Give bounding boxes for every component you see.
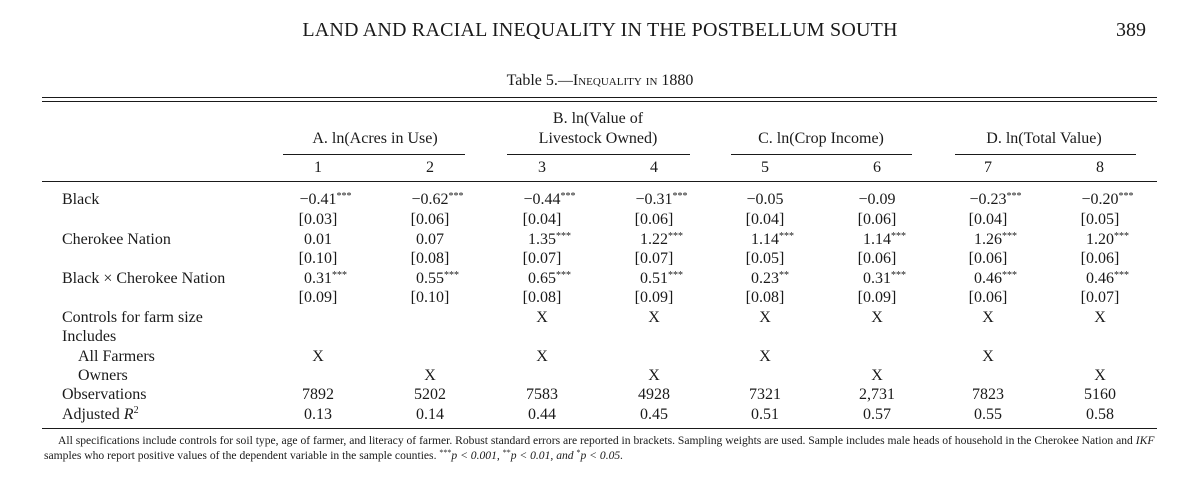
- coefficient-text: 0.55: [416, 270, 444, 287]
- significance-stars: ***: [672, 191, 688, 202]
- coefficient-black-value: [523, 191, 576, 209]
- coefficient-black-value: [858, 191, 895, 209]
- coefficient-text: 1.20: [1086, 231, 1114, 248]
- coefficient-text: 1.26: [974, 231, 1002, 248]
- significance-stars: ***: [1006, 191, 1022, 202]
- row-label-observations: Observations: [62, 386, 147, 403]
- coefficient-text: 0.51: [640, 270, 668, 287]
- table-title-rest: Inequality in 1880: [572, 72, 694, 89]
- std-error-interaction: [0.09]: [298, 289, 338, 306]
- row-label-includes: Includes: [62, 328, 117, 345]
- std-error-interaction: [0.09]: [857, 289, 897, 306]
- std-error-cherokee: [0.07]: [634, 250, 674, 267]
- coefficient-text: −0.44: [523, 191, 561, 208]
- panel-c-header: C. ln(Crop Income): [758, 130, 884, 147]
- significance-stars: ***: [779, 231, 794, 242]
- cell-observations: 5160: [1084, 386, 1116, 403]
- cell-observations: 7321: [749, 386, 781, 403]
- coefficient-interaction: [304, 270, 347, 288]
- coefficient-cherokee: [863, 231, 906, 249]
- coefficient-black-value: [1081, 191, 1134, 209]
- top-rule-lower: [42, 101, 1157, 102]
- std-error-black: [0.06]: [410, 211, 450, 228]
- std-error-cherokee: [0.06]: [1080, 250, 1120, 267]
- std-error-interaction: [0.09]: [634, 289, 674, 306]
- cell-all-farmers: X: [759, 348, 771, 365]
- coefficient-cherokee-value: [640, 231, 683, 249]
- panel-a-rule: [283, 154, 465, 155]
- significance-stars: ***: [1002, 231, 1017, 242]
- coefficient-text: −0.41: [299, 191, 337, 208]
- coefficient-black: [746, 191, 783, 209]
- coefficient-cherokee-value: [863, 231, 906, 249]
- notes-text-1: All specifications include controls for soil type, age of farmer, and literacy of farmer. Robust standard errors are reported in brackets. Sampling weights are used. Sample includes male heads of household in the Cherokee Nation and: [58, 434, 1136, 447]
- panel-d-rule: [955, 154, 1136, 155]
- std-error-black: [0.03]: [298, 211, 338, 228]
- significance-stars: ***: [448, 191, 464, 202]
- std-error-interaction: [0.06]: [968, 289, 1008, 306]
- coefficient-black: [858, 191, 895, 209]
- coefficient-cherokee: [528, 231, 571, 249]
- table-title-dash: —: [557, 73, 573, 89]
- panel-b-rule: [507, 154, 690, 155]
- coefficient-text: 1.14: [863, 231, 891, 248]
- std-error-black: [0.04]: [522, 211, 562, 228]
- coefficient-interaction: [640, 270, 683, 288]
- significance-stars: ***: [668, 270, 683, 281]
- coefficient-interaction-value: [640, 270, 683, 288]
- cell-adj-r2: 0.44: [528, 406, 556, 423]
- column-number: 8: [1096, 159, 1104, 176]
- coefficient-black-value: [635, 191, 688, 209]
- significance-stars: ***: [1118, 191, 1134, 202]
- significance-stars: ***: [891, 231, 906, 242]
- coefficient-cherokee: [751, 231, 794, 249]
- coefficient-cherokee: [974, 231, 1017, 249]
- std-error-interaction: [0.08]: [522, 289, 562, 306]
- coefficient-interaction: [751, 270, 789, 288]
- coefficient-cherokee: [1086, 231, 1129, 249]
- coefficient-text: 0.07: [416, 231, 444, 248]
- coefficient-interaction-value: [416, 270, 459, 288]
- cell-controls: X: [759, 309, 771, 326]
- coefficient-interaction-value: [304, 270, 347, 288]
- coefficient-black: [635, 191, 688, 209]
- std-error-interaction: [0.08]: [745, 289, 785, 306]
- coefficient-interaction: [974, 270, 1017, 288]
- cell-observations: 7892: [302, 386, 334, 403]
- column-number: 6: [873, 159, 881, 176]
- coefficient-cherokee-value: [751, 231, 794, 249]
- significance-stars: ***: [1114, 231, 1129, 242]
- coefficient-text: 0.46: [974, 270, 1002, 287]
- cell-owners: X: [871, 367, 883, 384]
- coefficient-interaction-value: [751, 270, 789, 288]
- coefficient-interaction: [1086, 270, 1129, 288]
- significance-stars: **: [779, 270, 789, 281]
- significance-stars: ***: [336, 191, 352, 202]
- significance-stars: ***: [556, 270, 571, 281]
- coefficient-cherokee-value: [528, 231, 571, 249]
- panel-c-rule: [731, 154, 912, 155]
- column-number: 1: [314, 159, 322, 176]
- significance-stars: ***: [1114, 270, 1129, 281]
- std-error-cherokee: [0.06]: [857, 250, 897, 267]
- coefficient-black-value: [969, 191, 1022, 209]
- coefficient-cherokee: [304, 231, 332, 249]
- coefficient-black: [411, 191, 464, 209]
- notes-stars-2: **: [502, 448, 511, 457]
- coefficient-text: 0.01: [304, 231, 332, 248]
- coefficient-text: −0.23: [969, 191, 1007, 208]
- row-label-black-x-cherokee: Black × Cherokee Nation: [62, 270, 226, 287]
- cell-observations: 7823: [972, 386, 1004, 403]
- std-error-cherokee: [0.07]: [522, 250, 562, 267]
- coefficient-text: 1.14: [751, 231, 779, 248]
- table-title: [0, 72, 1200, 90]
- coefficient-interaction: [863, 270, 906, 288]
- coefficient-text: 0.23: [751, 270, 779, 287]
- notes-stars-3: ***: [439, 448, 452, 457]
- coefficient-black: [299, 191, 352, 209]
- coefficient-interaction: [416, 270, 459, 288]
- r-variable: R: [123, 406, 134, 423]
- significance-stars: ***: [668, 231, 683, 242]
- coefficient-interaction-value: [1086, 270, 1129, 288]
- coefficient-text: −0.31: [635, 191, 673, 208]
- cell-adj-r2: 0.58: [1086, 406, 1114, 423]
- coefficient-cherokee: [640, 231, 683, 249]
- cell-owners: X: [424, 367, 436, 384]
- cell-controls: X: [648, 309, 660, 326]
- cell-adj-r2: 0.55: [974, 406, 1002, 423]
- std-error-interaction: [0.07]: [1080, 289, 1120, 306]
- coefficient-interaction: [528, 270, 571, 288]
- coefficient-interaction-value: [863, 270, 906, 288]
- panel-a-header: A. ln(Acres in Use): [312, 130, 438, 147]
- cell-controls: X: [982, 309, 994, 326]
- coefficient-text: 0.46: [1086, 270, 1114, 287]
- significance-stars: ***: [444, 270, 459, 281]
- coefficient-black: [1081, 191, 1134, 209]
- table-notes: [44, 433, 1156, 463]
- coefficient-black-value: [299, 191, 352, 209]
- cell-observations: 5202: [414, 386, 446, 403]
- coefficient-text: 0.65: [528, 270, 556, 287]
- row-label-owners: Owners: [78, 367, 128, 384]
- std-error-cherokee: [0.05]: [745, 250, 785, 267]
- std-error-interaction: [0.10]: [410, 289, 450, 306]
- std-error-black: [0.04]: [968, 211, 1008, 228]
- cell-adj-r2: 0.51: [751, 406, 779, 423]
- coefficient-black-value: [411, 191, 464, 209]
- std-error-cherokee: [0.08]: [410, 250, 450, 267]
- coefficient-cherokee-value: [304, 231, 332, 249]
- notes-stars-1: *: [576, 448, 581, 457]
- cell-all-farmers: X: [982, 348, 994, 365]
- coefficient-text: −0.20: [1081, 191, 1119, 208]
- header-bottom-rule: [42, 181, 1157, 182]
- significance-stars: ***: [556, 231, 571, 242]
- running-title: LAND AND RACIAL INEQUALITY IN THE POSTBELLUM SOUTH: [302, 19, 898, 41]
- coefficient-interaction-value: [974, 270, 1017, 288]
- row-label-cherokee-nation: Cherokee Nation: [62, 231, 171, 248]
- panel-b-header-line1: B. ln(Value of: [552, 110, 644, 127]
- notes-p3: p < 0.001,: [451, 449, 503, 462]
- r-exponent: 2: [133, 405, 139, 416]
- std-error-cherokee: [0.10]: [298, 250, 338, 267]
- coefficient-text: 1.22: [640, 231, 668, 248]
- coefficient-text: 0.31: [304, 270, 332, 287]
- coefficient-cherokee-value: [1086, 231, 1129, 249]
- column-number: 3: [538, 159, 546, 176]
- std-error-black: [0.04]: [745, 211, 785, 228]
- bottom-rule: [42, 428, 1157, 429]
- row-label-all-farmers: All Farmers: [78, 348, 155, 365]
- coefficient-text: 0.31: [863, 270, 891, 287]
- notes-text-2: samples who report positive values of the dependent variable in the sample counties.: [44, 449, 440, 462]
- notes-p2: p < 0.01, and: [510, 449, 577, 462]
- cell-adj-r2: 0.57: [863, 406, 891, 423]
- adjusted-label-prefix: Adjusted: [62, 406, 124, 423]
- top-rule-upper: [42, 97, 1157, 98]
- cell-observations: 7583: [526, 386, 558, 403]
- table-title-lead: Table 5.: [506, 72, 558, 89]
- row-label-controls-farm-size: Controls for farm size: [62, 309, 203, 326]
- std-error-cherokee: [0.06]: [968, 250, 1008, 267]
- coefficient-text: −0.62: [411, 191, 449, 208]
- notes-ikf: IKF: [1135, 434, 1155, 447]
- cell-owners: X: [1094, 367, 1106, 384]
- row-label-black: Black: [62, 191, 100, 208]
- column-number: 7: [984, 159, 992, 176]
- significance-stars: ***: [332, 270, 347, 281]
- cell-controls: X: [871, 309, 883, 326]
- cell-adj-r2: 0.14: [416, 406, 444, 423]
- coefficient-text: −0.05: [746, 191, 784, 208]
- column-number: 4: [650, 159, 658, 176]
- significance-stars: ***: [560, 191, 576, 202]
- page-number: 389: [1116, 19, 1146, 41]
- std-error-black: [0.05]: [1080, 211, 1120, 228]
- coefficient-text: −0.09: [858, 191, 896, 208]
- coefficient-cherokee-value: [974, 231, 1017, 249]
- std-error-black: [0.06]: [634, 211, 674, 228]
- row-label-adjusted-r2: [62, 406, 139, 424]
- cell-all-farmers: X: [536, 348, 548, 365]
- significance-stars: ***: [1002, 270, 1017, 281]
- cell-controls: X: [536, 309, 548, 326]
- cell-adj-r2: 0.45: [640, 406, 668, 423]
- panel-b-header-line2: Livestock Owned): [538, 130, 658, 147]
- panel-d-header: D. ln(Total Value): [986, 130, 1102, 147]
- std-error-black: [0.06]: [857, 211, 897, 228]
- column-number: 2: [426, 159, 434, 176]
- notes-p1: p < 0.05.: [580, 449, 624, 462]
- coefficient-black: [523, 191, 576, 209]
- coefficient-text: 1.35: [528, 231, 556, 248]
- coefficient-black: [969, 191, 1022, 209]
- cell-owners: X: [648, 367, 660, 384]
- coefficient-cherokee: [416, 231, 444, 249]
- cell-all-farmers: X: [312, 348, 324, 365]
- cell-adj-r2: 0.13: [304, 406, 332, 423]
- coefficient-cherokee-value: [416, 231, 444, 249]
- cell-observations: 2,731: [859, 386, 895, 403]
- cell-observations: 4928: [638, 386, 670, 403]
- coefficient-interaction-value: [528, 270, 571, 288]
- coefficient-black-value: [746, 191, 783, 209]
- column-number: 5: [761, 159, 769, 176]
- cell-controls: X: [1094, 309, 1106, 326]
- significance-stars: ***: [891, 270, 906, 281]
